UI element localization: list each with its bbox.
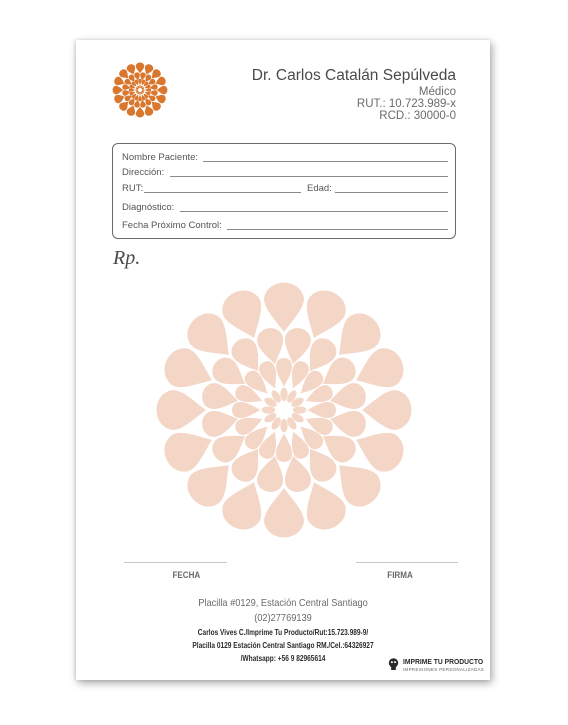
signature-line[interactable] [356, 562, 458, 563]
diagnosis-label: Diagnóstico: [122, 202, 175, 213]
address-label: Dirección: [122, 167, 165, 178]
rut-field[interactable] [144, 192, 301, 193]
age-field[interactable] [335, 192, 448, 193]
address-field[interactable] [170, 176, 448, 177]
patient-name-field[interactable] [203, 161, 448, 162]
date-line[interactable] [124, 562, 227, 563]
footer-line-1: Carlos Vives C./Imprime Tu Producto/Rut:15.723.989-9/ [197, 628, 369, 637]
doctor-name: Dr. Carlos Catalán Sepúlveda [251, 67, 456, 84]
doctor-rcd: RCD.: 30000-0 [379, 110, 456, 122]
footer-line-2: Placilla 0129 Estación Central Santiago RM./Cel.:64326927 [192, 641, 374, 650]
flower-logo-icon [112, 62, 168, 118]
brand-name: IMPRIME TU PRODUCTO [403, 657, 484, 666]
next-control-label: Fecha Próximo Control: [122, 220, 222, 231]
lightbulb-icon [388, 657, 399, 672]
date-label: FECHA [172, 570, 201, 581]
prescription-sheet [76, 40, 490, 680]
signature-label: FIRMA [387, 570, 413, 581]
rp-label: Rp. [113, 247, 141, 269]
diagnosis-field[interactable] [180, 211, 448, 212]
brand-tagline: IMPRESIONES PERSONALIZADAS [403, 667, 485, 672]
footer-line-3: /Whatsapp: +56 9 82965614 [240, 654, 326, 663]
footer-address: Placilla #0129, Estación Central Santiago [198, 597, 368, 609]
patient-form [112, 143, 456, 239]
brand-logo [388, 656, 488, 676]
age-label: Edad: [307, 183, 332, 194]
rut-label: RUT: [122, 183, 144, 194]
footer-phone: (02)27769139 [254, 612, 312, 624]
next-control-field[interactable] [227, 229, 448, 230]
patient-name-label: Nombre Paciente: [122, 152, 199, 163]
doctor-rut: RUT.: 10.723.989-x [356, 98, 456, 110]
doctor-title: Médico [418, 86, 456, 98]
flower-watermark-icon [154, 280, 414, 540]
